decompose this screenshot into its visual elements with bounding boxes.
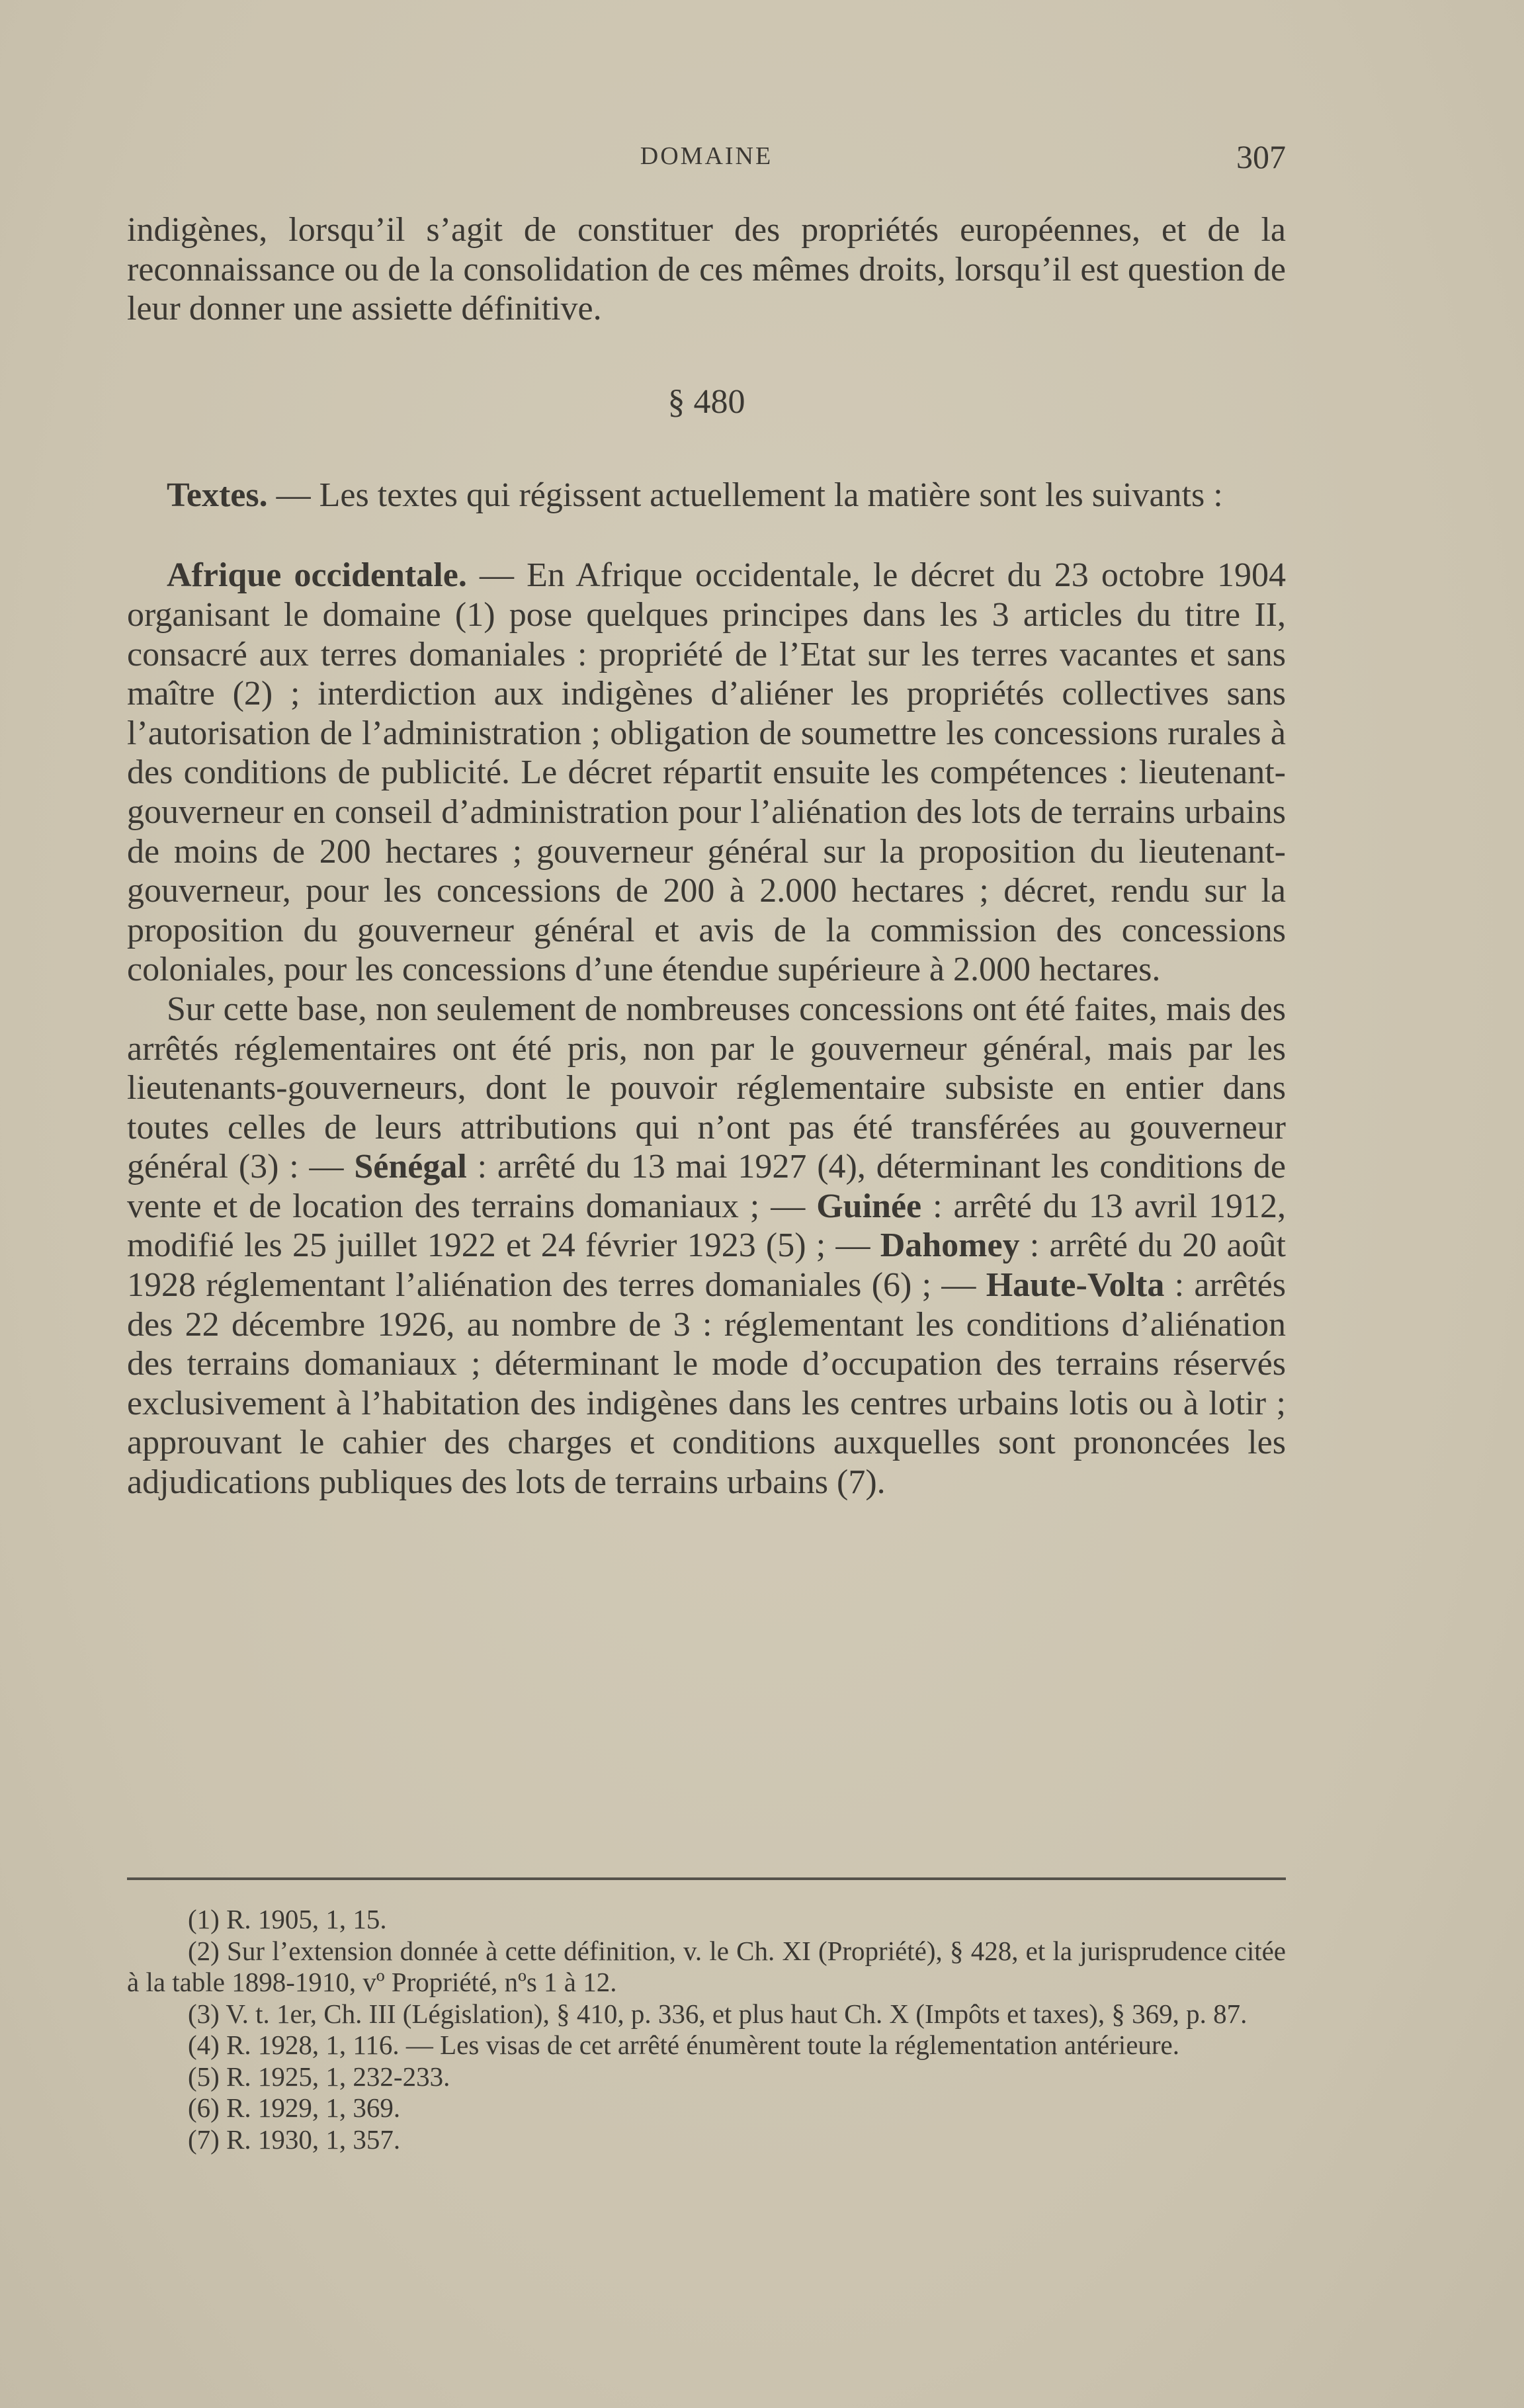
textes-label: Textes. [167, 476, 268, 514]
footnote-number: (7) [188, 2124, 220, 2155]
textes-text: — Les textes qui régissent actuellement la matière sont les suivants : [267, 476, 1223, 514]
footnote-number: (5) [188, 2061, 220, 2092]
footnote [127, 2061, 1286, 2093]
footnote [127, 2124, 1286, 2156]
hautevolta-label: Haute-Volta [986, 1266, 1165, 1305]
base-text-5: : arrêtés des 22 décembre 1926, au nombre de 3 : réglementant les conditions d’aliénation des terrains domaniaux ; déterminant le mode d’occupation des terrains réservés exclusivement à l’habitation des indigènes dans les centres urbains lotis ou à lotir ; approuvant le cahier des charges et conditions auxquelles sont prononcées les adjudications publiques des lots de terrains urbains (7). [127, 1266, 1286, 1502]
footnote-text: R. 1925, 1, 232-233. [219, 2061, 450, 2092]
footnote [127, 1999, 1286, 2030]
section-heading: § 480 [667, 382, 745, 421]
afrique-paragraph [127, 556, 1286, 990]
footnote [127, 2030, 1286, 2061]
paragraph-gap [127, 515, 1286, 556]
running-title: DOMAINE [640, 142, 773, 170]
base-text-2: : arrêté du 13 mai 1927 (4), déterminant les conditions de vente et de location des terrains domaniaux ; — [127, 1148, 1286, 1225]
footnote [127, 2092, 1286, 2124]
base-text-3: : arrêté du 13 avril 1912, modifié les 25 juillet 1922 et 24 février 1923 (5) ; — [127, 1187, 1286, 1265]
footnote-text: R. 1929, 1, 369. [219, 2092, 401, 2123]
senegal-label: Sénégal [354, 1148, 467, 1186]
page-header [127, 138, 1286, 184]
guinee-label: Guinée [816, 1187, 922, 1225]
footnote-text: Sur l’extension donnée à cette définition, v. le Ch. XI (Propriété), § 428, et la jurisprudence citée à la table 1898-1910, vº Propriété, nºs 1 à 12. [127, 1935, 1286, 1997]
footnotes [127, 1904, 1286, 2155]
main-text [127, 210, 1286, 1502]
page-number: 307 [1236, 138, 1286, 175]
footnote-text: R. 1928, 1, 116. — Les visas de cet arrêté énumèrent toute la réglementation antérieure. [219, 2030, 1179, 2060]
dahomey-label: Dahomey [880, 1226, 1020, 1265]
footnote-number: (6) [188, 2092, 220, 2123]
base-paragraph [127, 990, 1286, 1502]
footnote-divider [127, 1877, 1286, 1880]
footnote-text: R. 1930, 1, 357. [219, 2124, 401, 2155]
afrique-label: Afrique occidentale. [167, 556, 467, 595]
textes-paragraph [127, 476, 1286, 515]
footnote-number: (3) [188, 1998, 220, 2029]
base-text-1: Sur cette base, non seulement de nombreuses concessions ont été faites, mais des arrêtés réglementaires ont été pris, non par le gouverneur général, mais par les lieutenants-gouverneurs, dont le pouvoir réglementaire subsiste en entier dans toutes celles de leurs attributions qui n’ont pas été transférées au gouverneur général (3) : — [127, 990, 1286, 1186]
afrique-text: — En Afrique occidentale, le décret du 23 octobre 1904 organisant le domaine (1) pose quelques principes dans les 3 articles du titre II, consacré aux terres domaniales : propriété de l’Etat sur les terres vacantes et sans maître (2) ; interdiction aux indigènes d’aliéner les propriétés collectives sans l’autorisation de l’administration ; obligation de soumettre les concessions rurales à des conditions de publicité. Le décret répartit ensuite les compétences : lieutenant-gouverneur en conseil d’administration pour l’aliénation des lots de terrains urbains de moins de 200 hectares ; gouverneur général sur la proposition du lieutenant-gouverneur, pour les concessions de 200 à 2.000 hectares ; décret, rendu sur la proposition du gouverneur général et avis de la commission des concessions coloniales, pour les concessions d’une étendue supérieure à 2.000 hectares. [127, 556, 1286, 989]
opening-paragraph: indigènes, lorsqu’il s’agit de constituer des propriétés européennes, et de la reconnaissance ou de la consolidation de ces mêmes droits, lorsqu’il est question de leur donner une assiette définitive. [127, 211, 1286, 328]
footnote-number: (4) [188, 2030, 220, 2060]
base-text-4: : arrêté du 20 août 1928 réglementant l’aliénation des terres domaniales (6) ; — [127, 1226, 1287, 1305]
footnote-text: R. 1905, 1, 15. [219, 1904, 387, 1934]
footnote [127, 1904, 1286, 1936]
footnote-text: V. t. 1er, Ch. III (Législation), § 410, p. 336, et plus haut Ch. X (Impôts et taxes), § 369, p. 87. [219, 1998, 1248, 2029]
footnote [127, 1936, 1286, 1999]
footnote-number: (1) [188, 1904, 220, 1934]
footnote-number: (2) [188, 1935, 220, 1966]
